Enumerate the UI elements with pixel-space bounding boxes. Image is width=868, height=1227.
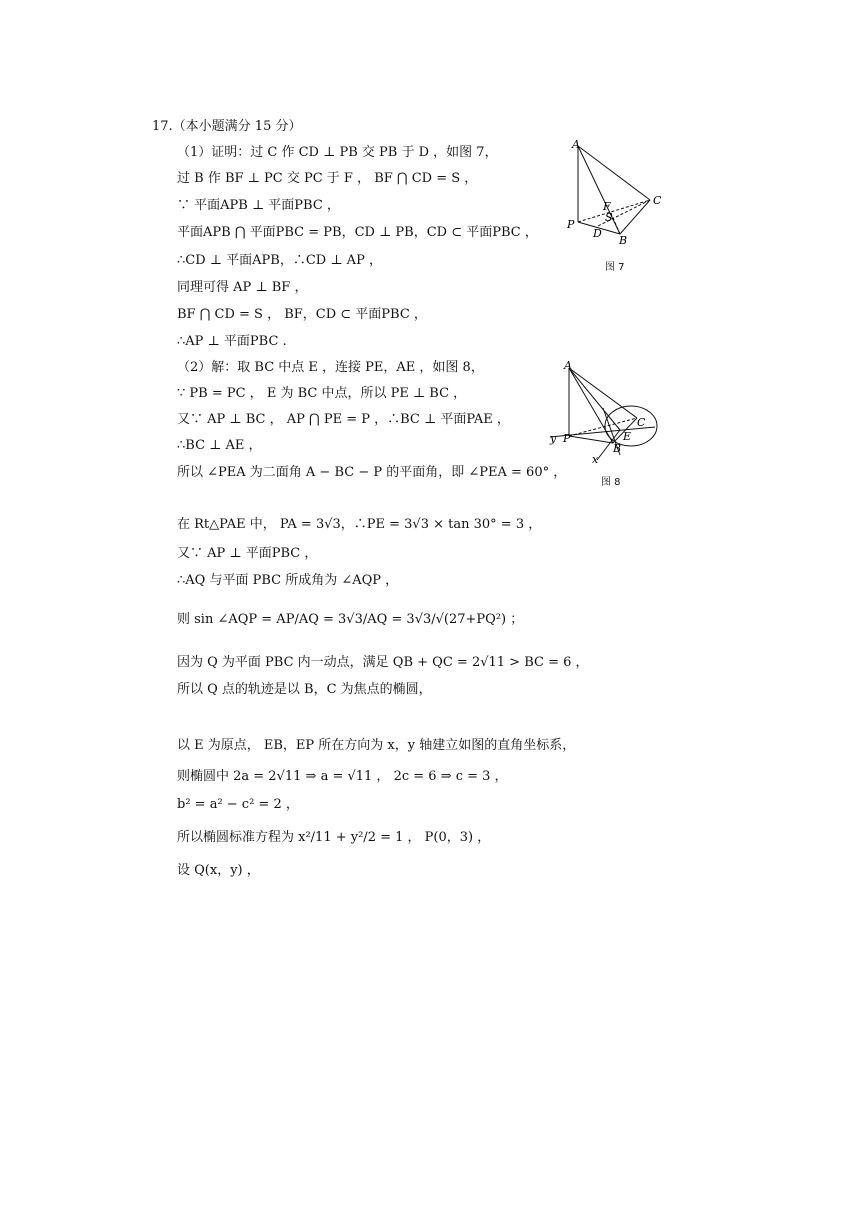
fig7-label-F: F — [603, 200, 611, 213]
part2-line-2: ∵ PB = PC ， E 为 BC 中点，所以 PE ⊥ BC ， — [177, 386, 467, 401]
part3-line-6: 所以 Q 点的轨迹是以 B，C 为焦点的椭圆， — [177, 682, 432, 697]
fig7-label-D: D — [593, 227, 602, 240]
fig8-label-B: B — [613, 442, 622, 455]
part1-line-1: （1）证明：过 C 作 CD ⊥ PB 交 PB 于 D ，如图 7， — [177, 145, 498, 160]
part1-line-7: BF ⋂ CD = S ， BF，CD ⊂ 平面PBC ， — [177, 307, 427, 322]
part2-line-5: 所以 ∠PEA 为二面角 A − BC − P 的平面角，即 ∠PEA = 60° ， — [177, 465, 567, 480]
part3-line-5: 因为 Q 为平面 PBC 内一动点，满足 QB + QC = 2√11 > BC = 6 ， — [177, 655, 589, 670]
part2-line-4: ∴BC ⊥ AE ， — [177, 438, 262, 453]
part1-line-8: ∴AP ⊥ 平面PBC . — [177, 334, 287, 349]
fig7-label-S: S — [605, 211, 613, 224]
figure-7 — [560, 138, 670, 248]
part4-line-2: 则椭圆中 2a = 2√11 ⇒ a = √11 ， 2c = 6 ⇒ c = 3 ， — [177, 769, 508, 784]
fig7-label-P: P — [567, 218, 575, 231]
fig8-label-P: P — [563, 432, 571, 445]
part1-line-4: 平面APB ⋂ 平面PBC = PB，CD ⊥ PB，CD ⊂ 平面PBC ， — [177, 225, 538, 240]
figure-8-caption: 图 8 — [601, 477, 621, 488]
part3-line-3: ∴AQ 与平面 PBC 所成角为 ∠AQP ， — [177, 573, 399, 588]
fig8-label-E: E — [623, 430, 632, 443]
part4-line-5: 设 Q(x，y) ， — [177, 863, 260, 878]
part3-line-2: 又∵ AP ⊥ 平面PBC ， — [177, 546, 318, 561]
part4-line-1: 以 E 为原点， EB，EP 所在方向为 x，y 轴建立如图的直角坐标系， — [177, 738, 576, 753]
part4-line-4: 所以椭圆标准方程为 x²/11 + y²/2 = 1 ， P(0，3) ， — [177, 830, 491, 845]
part3-line-1: 在 Rt△PAE 中， PA = 3√3，∴PE = 3√3 × tan 30° = 3 ， — [177, 517, 542, 532]
fig7-label-C: C — [653, 194, 662, 207]
part2-line-1: （2）解：取 BC 中点 E ，连接 PE，AE ，如图 8， — [177, 360, 484, 375]
part2-line-3: 又∵ AP ⊥ BC ， AP ⋂ PE = P ，∴BC ⊥ 平面PAE ， — [177, 412, 510, 427]
part4-line-3: b² = a² − c² = 2 ， — [177, 797, 299, 812]
part1-line-2: 过 B 作 BF ⊥ PC 交 PC 于 F ， BF ⋂ CD = S ， — [177, 171, 478, 186]
part1-line-6: 同理可得 AP ⊥ BF ， — [177, 280, 308, 295]
fig8-label-x: x — [592, 453, 599, 466]
fig7-label-A: A — [572, 138, 580, 151]
figure-7-caption: 图 7 — [605, 262, 625, 273]
fig8-label-y: y — [550, 432, 557, 445]
figure-8 — [545, 360, 670, 470]
problem-header: 17.（本小题满分 15 分） — [152, 119, 302, 134]
part1-line-3: ∵ 平面APB ⊥ 平面PBC ， — [177, 198, 340, 213]
part3-line-4: 则 sin ∠AQP = AP/AQ = 3√3/AQ = 3√3/√(27+PQ²) ； — [177, 612, 524, 627]
fig7-label-B: B — [619, 234, 628, 247]
part1-line-5: ∴CD ⊥ 平面APB，∴CD ⊥ AP ， — [177, 253, 382, 268]
fig8-label-C: C — [637, 416, 646, 429]
fig8-label-A: A — [564, 360, 572, 372]
